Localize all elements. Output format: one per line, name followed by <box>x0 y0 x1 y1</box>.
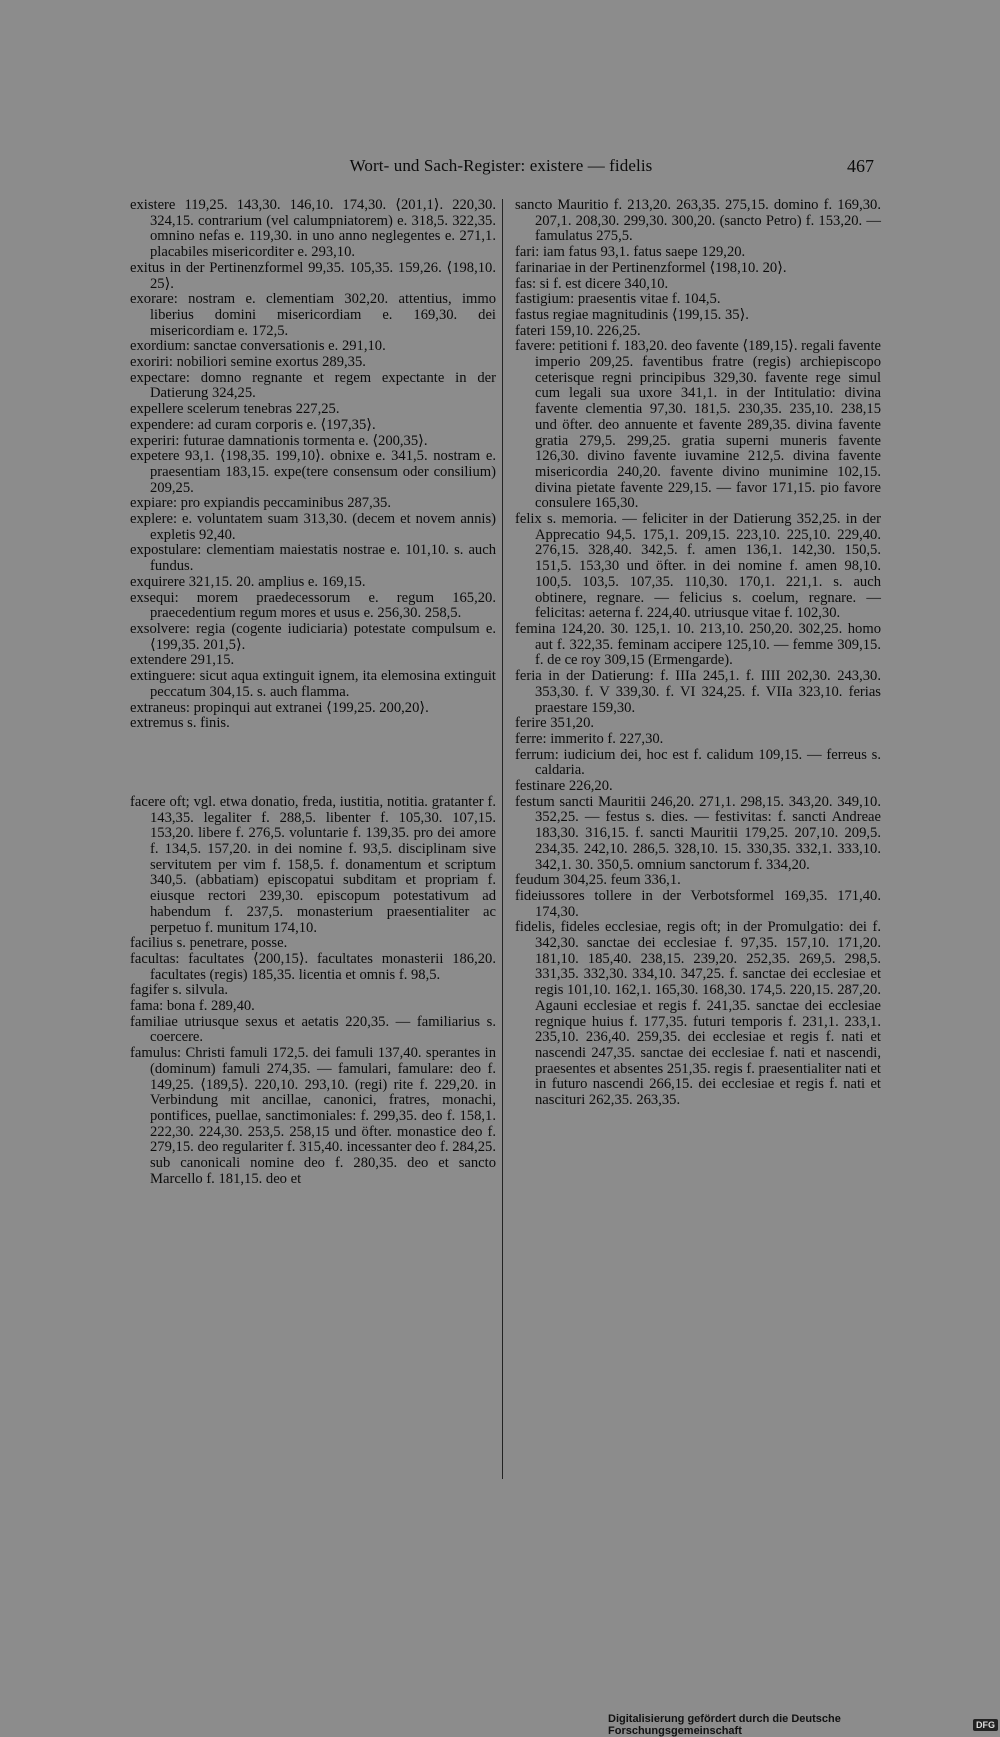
register-entry: ferrum: iudicium dei, hoc est f. calidum 109,15. — ferreus s. caldaria. <box>515 746 881 779</box>
register-entry: feria in der Datierung: f. IIIa 245,1. f. IIII 202,30. 243,30. 353,30. f. V 339,30. f. VI 324,25. f. VIIa 323,10. ferias praestare 159,30. <box>515 668 881 716</box>
register-entry: explere: e. voluntatem suam 313,30. (decem et novem annis) expletis 92,40. <box>130 511 496 543</box>
register-entry: exsolvere: regia (cogente iudiciaria) potestate compulsum e. ⟨199,35. 201,5⟩. <box>130 620 496 653</box>
section-gap <box>130 732 496 795</box>
register-entry: fagifer s. silvula. <box>130 982 229 999</box>
register-entry: expendere: ad curam corporis e. ⟨197,35⟩. <box>130 416 376 433</box>
footer-text: Digitalisierung gefördert durch die Deutsche Forschungsgemeinschaft <box>608 1713 841 1737</box>
register-entry: ferire 351,20. <box>515 715 595 732</box>
register-entry: fideiussores tollere in der Verbotsformel 169,35. 171,40. 174,30. <box>515 887 881 920</box>
page-number: 467 <box>847 156 874 176</box>
register-entry: fastus regiae magnitudinis ⟨199,15. 35⟩. <box>515 306 749 323</box>
register-entry: facultas: facultates ⟨200,15⟩. facultates monasterii 186,20. facultates (regis) 185,35. licentia et omnis f. 98,5. <box>130 950 496 983</box>
dfg-logo: DFG <box>973 1719 998 1731</box>
register-entry: existere 119,25. 143,30. 146,10. 174,30. ⟨201,1⟩. 220,30. 324,15. contrarium (vel calumpniatorem) e. 318,5. 322,35. omnino nefas e. 119,30. in uno anno neglegentes e. 271,1. placabiles misericorditer e. 293,10. <box>130 197 496 261</box>
register-entry: exordium: sanctae conversationis e. 291,10. <box>130 338 386 355</box>
register-entry: ferre: immerito f. 227,30. <box>515 730 664 747</box>
register-entry: expetere 93,1. ⟨198,35. 199,10⟩. obnixe e. 341,5. nostram e. praesentiam 183,15. expe(tere consensum oder consilium) 209,25. <box>130 448 496 496</box>
register-entry: extinguere: sicut aqua extinguit ignem, ita elemosina extinguit peccatum 304,15. s. auch flamma. <box>130 668 496 700</box>
register-entry: exquirere 321,15. 20. amplius e. 169,15. <box>130 573 366 590</box>
register-entry: exsequi: morem praedecessorum e. regum 165,20. praecedentium regum mores et usus e. 256,30. 258,5. <box>130 589 496 622</box>
left-column <box>130 198 496 1187</box>
register-entry: farinariae in der Pertinenzformel ⟨198,10. 20⟩. <box>515 259 787 276</box>
register-entry: sancto Mauritio f. 213,20. 263,35. 275,15. domino f. 169,30. 207,1. 208,30. 299,30. 300,20. (sancto Petro) f. 153,20. — famulatus 275,5. <box>515 197 881 245</box>
register-entry: facere oft; vgl. etwa donatio, freda, iustitia, notitia. gratanter f. 143,35. legaliter f. 288,5. libenter f. 105,30. 107,15. 153,20. libere f. 276,5. voluntarie f. 139,35. pro dei amore f. 134,5. 157,20. in dei nomine f. 93,5. disciplinam sive servitutem per vim f. 158,5. f. donamentum et scriptum 340,5. (abbatiam) episcopatui subditam et propriam f. eiusque rectori 239,30. episcopum potestativum ad habendum f. 237,5. monasterium praesentialiter ac perpetuo f. munitum 174,10. <box>130 793 496 936</box>
running-title: Wort- und Sach-Register: existere — fidelis <box>349 156 653 175</box>
register-entry: exorare: nostram e. clementiam 302,20. attentius, immo liberius domini misericordiam e. 169,30. dei misericordiam e. 172,5. <box>130 291 496 339</box>
register-entry: felix s. memoria. — feliciter in der Datierung 352,25. in der Apprecatio 94,5. 175,1. 209,15. 223,10. 225,10. 229,40. 276,15. 328,40. 342,5. f. amen 136,1. 142,30. 150,5. 151,5. 153,30 und öfter. in dei nomine f. amen 98,10. 100,5. 103,5. 107,35. 110,30. 170,1. 221,1. s. auch obtinere, regnare. — felicius s. coelum, regnare. — felicitas: aeterna f. 224,40. utriusque vitae f. 102,30. <box>515 511 881 622</box>
register-entry: expellere scelerum tenebras 227,25. <box>130 401 340 418</box>
register-entry: fateri 159,10. 226,25. <box>515 322 641 339</box>
register-entry: femina 124,20. 30. 125,1. 10. 213,10. 250,20. 302,25. homo aut f. 322,35. feminam accipere 125,10. — femme 309,15. f. de ce roy 309,15 (Ermengarde). <box>515 620 881 669</box>
register-entry: fari: iam fatus 93,1. fatus saepe 129,20. <box>515 244 746 261</box>
register-entry: familiae utriusque sexus et aetatis 220,35. — familiarius s. coercere. <box>130 1013 496 1046</box>
register-entry: expiare: pro expiandis peccaminibus 287,35. <box>130 495 391 512</box>
register-entry: experiri: futurae damnationis tormenta e. ⟨200,35⟩. <box>130 432 428 449</box>
register-entry: fidelis, fideles ecclesiae, regis oft; in der Promulgatio: dei f. 342,30. sanctae dei ecclesiae f. 97,35. 157,10. 171,20. 181,10. 185,40. 238,15. 239,20. 252,35. 269,5. 298,5. 331,35. 332,30. 334,10. 347,25. f. sanctae dei ecclesiae et regis 101,10. 162,1. 165,30. 168,30. 174,5. 220,15. 287,20. Agauni ecclesiae et regis f. 241,35. sanctae dei ecclesiae regnique huius f. 177,35. futuri temporis f. 231,1. 233,1. 235,10. 236,40. 259,35. dei ecclesiae et regis f. nati et nascendi 247,35. sanctae dei ecclesiae f. nati et nascendi, praesentes et absentes 251,35. regis f. praesentialiter nati et in futuro nascendi 266,15. dei ecclesiae et regis f. nati et nascituri 262,35. 263,35. <box>515 919 881 1109</box>
right-column <box>515 198 881 1109</box>
register-entry: exitus in der Pertinenzformel 99,35. 105,35. 159,26. ⟨198,10. 25⟩. <box>130 259 496 292</box>
register-entry: festinare 226,20. <box>515 778 613 795</box>
page-header <box>128 156 874 180</box>
register-entry: fama: bona f. 289,40. <box>130 998 255 1015</box>
register-entry: fastigium: praesentis vitae f. 104,5. <box>515 291 721 308</box>
register-entry: feudum 304,25. feum 336,1. <box>515 872 681 889</box>
column-divider <box>502 199 503 1479</box>
register-entry: extendere 291,15. <box>130 652 235 669</box>
register-entry: expostulare: clementiam maiestatis nostrae e. 101,10. s. auch fundus. <box>130 542 496 575</box>
register-entry: fas: si f. est dicere 340,10. <box>515 275 669 292</box>
register-entry: extraneus: propinqui aut extranei ⟨199,25. 200,20⟩. <box>130 699 429 716</box>
funding-footer <box>608 1713 998 1737</box>
register-entry: favere: petitioni f. 183,20. deo favente ⟨189,15⟩. regali favente imperio 209,25. faventibus fratre (regis) archiepiscopo ceterisque regni principibus 329,30. favente rege simul cum legali sua uxore 341,1. in der Intitulatio: divina favente clementia 97,30. 181,5. 230,35. 235,10. 238,15 und öfter. deo annuente et favente 289,35. divina favente gratia 279,5. 299,25. gratia superni muneris favente 126,30. divino favente iuvamine 212,5. divina favente misericordia 240,20. favente divino munimine 102,15. divina pietate favente 229,15. — favor 171,15. pio favore consulere 165,30. <box>515 338 881 512</box>
register-entry: festum sancti Mauritii 246,20. 271,1. 298,15. 343,20. 349,10. 352,25. — festus s. dies. — festivitas: f. sancti Andreae 183,30. 316,15. f. sancti Mauritii 179,25. 207,10. 209,5. 234,35. 242,10. 286,5. 328,10. 15. 330,35. 332,1. 333,10. 342,1. 30. 350,5. omnium sanctorum f. 334,20. <box>515 793 881 873</box>
register-entry: facilius s. penetrare, posse. <box>130 935 288 952</box>
register-entry: expectare: domno regnante et regem expectante in der Datierung 324,25. <box>130 369 496 402</box>
register-entry: famulus: Christi famuli 172,5. dei famuli 137,40. sperantes in (dominum) famuli 274,35. — famulari, famulare: deo f. 149,25. ⟨189,5⟩. 220,10. 293,10. (regi) rite f. 229,20. in Verbindung mit ancillae, canonici, fratres, monachi, pontifices, puellae, sanctimoniales: f. 299,35. deo f. 158,1. 222,30. 224,30. 253,5. 258,15 und öfter. monastice deo f. 279,15. deo regulariter f. 315,40. incessanter deo f. 284,25. sub canonicali nomine deo f. 280,35. deo et sancto Marcello f. 181,15. deo et <box>130 1045 496 1187</box>
register-entry: extremus s. finis. <box>130 715 230 732</box>
register-entry: exoriri: nobiliori semine exortus 289,35. <box>130 354 366 371</box>
